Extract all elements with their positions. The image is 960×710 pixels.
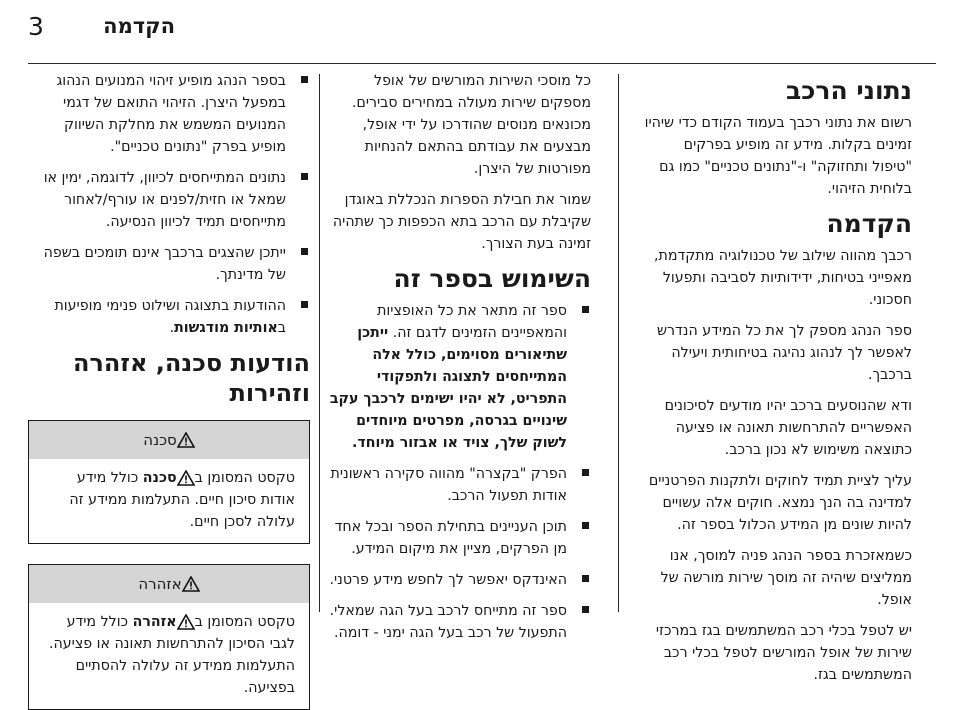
danger-box-header [29,421,309,459]
emphasis: אותיות מודגשות [174,320,278,336]
warning-triangle-icon [177,614,195,630]
page-number: 3 [28,12,44,41]
list-item: בספר הנהג מופיע זיהוי המנועים הנהוג במפעל היצרן. הזיהוי התואם של דגמי המנועים המשמש את מחלקת השיווק מופיע בפרק "נתונים טכניים". [28,70,310,158]
usage-list-continued [28,70,310,339]
list-item: ההודעות בתצוגה ושילוט פנימי מופיעות באותיות מודגשות. [28,295,310,339]
danger-text: טקסט המסומן בסכנה כולל מידע אודות סיכון חיים. התעלמות ממידע זה עלולה לסכן חיים. [69,470,295,530]
danger-box [28,420,310,544]
list-item: ספר זה מתאר את כל האופציות והמאפיינים הזמינים לדגם זה. ייתכן שתיאורים מסוימים, כולל אלה המתייחסים לתצוגה ולתפקודי התפריט, לא יהיו ישימים לרכבך עקב שינויים בגרסה, מפרטים מיוחדים לשוק שלך, צויד או אבזור מיוחד. [328,300,591,454]
page-header [0,0,960,60]
paragraph: כל מוסכי השירות המורשים של אופל מספקים שירות מעולה במחירים סבירים. מכונאים מנוסים שהודרכו על ידי אופל, מבצעים את עבודתם בהתאם להנחיות מפורטות של היצרן. [351,73,591,177]
list-item: ייתכן שהצגים ברכבך אינם תומכים בשפה של מדינתך. [28,242,310,286]
list-item: נתונים המתייחסים לכיוון, לדוגמה, ימין או שמאל או חזית/לפנים או עורף/לאחור מתייחסים תמיד לכיוון הנסיעה. [28,167,310,233]
warning-text: טקסט המסומן באזהרה כולל מידע לגבי הסיכון להתרחשות תאונה או פציעה. התעלמות ממידע זה עלולה להסתיים בפציעה. [49,614,295,696]
column-left [28,70,310,710]
warning-triangle-icon [182,576,200,592]
paragraph: יש לטפל בכלי רכב המשתמשים בגז במרכזי שירות של אופל המורשים לטפל בכלי רכב המשתמשים בגז. [655,623,912,683]
running-title: הקדמה [103,14,175,38]
warning-box-header [29,565,309,603]
warning-box [28,564,310,710]
list-item: תוכן העניינים בתחילת הספר ובכל אחד מן הפרקים, מציין את מיקום המידע. [328,516,591,560]
emphasis: ייתכן שתיאורים מסוימים, כולל אלה המתייחסים לתצוגה ולתפקודי התפריט, לא יהיו ישימים לרכבך עקב שינויים בגרסה, מפרטים מיוחדים לשוק שלך, צויד או אבזור מיוחד. [329,325,567,451]
column-divider-right [618,74,619,612]
heading-using-this-manual: השימוש בספר זה [393,264,591,293]
danger-title: סכנה [143,431,177,449]
list-item: האינדקס יאפשר לך לחפש מידע פרטני. [328,569,591,591]
usage-list [328,300,591,644]
paragraph: רשום את נתוני רכבך בעמוד הקודם כדי שיהיו זמינים בקלות. מידע זה מופיע בפרקים "טיפול ותחזוקה" ו-"נתונים טכניים" כמו גם בלוחית הזיהוי. [644,115,912,197]
paragraph: כשמאזכרת בספר הנהג פניה למוסך, אנו ממליצים שיהיה זה מוסך שירות מורשה של אופל. [660,548,912,608]
paragraph: עליך לציית תמיד לחוקים ולתקנות הפרטניים למדינה בה הנך נמצא. חוקים אלה עשויים להיות שונים מן המידע הכלול בספר זה. [648,473,912,533]
heading-vehicle-data: נתוני הרכב [785,76,912,105]
heading-notices: הודעות סכנה, אזהרה וזהירות [72,349,310,407]
heading-introduction: הקדמה [826,209,912,238]
warning-triangle-icon [177,470,195,486]
paragraph: ודא שהנוסעים ברכב יהיו מודעים לסיכונים האפשריים להתרחשות תאונה או פציעה כתוצאה משימוש לא נכון ברכב. [664,398,912,458]
list-item: הפרק "בקצרה" מהווה סקירה ראשונית אודות תפעול הרכב. [328,463,591,507]
paragraph: שמור את חבילת הספרות הנכללת באוגדן שקיבלת עם הרכב בתא הכפפות כך שתהיה זמינה בעת הצורך. [332,192,591,252]
paragraph: רכבך מהווה שילוב של טכנולוגיה מתקדמת, מאפייני בטיחות, ידידותיות לסביבה ותפעול חסכוני. [654,248,912,308]
warning-title: אזהרה [138,575,182,593]
column-right [642,70,912,695]
warning-triangle-icon [177,432,195,448]
column-divider-left [319,74,320,612]
list-item: ספר זה מתייחס לרכב בעל הגה שמאלי. התפעול של רכב בעל הגה ימני - דומה. [328,600,591,644]
column-middle [328,70,591,653]
header-divider [28,63,936,64]
paragraph: ספר הנהג מספק לך את כל המידע הנדרש לאפשר לך לנהוג נהיגה בטיחותית ויעילה ברכבך. [657,323,912,383]
